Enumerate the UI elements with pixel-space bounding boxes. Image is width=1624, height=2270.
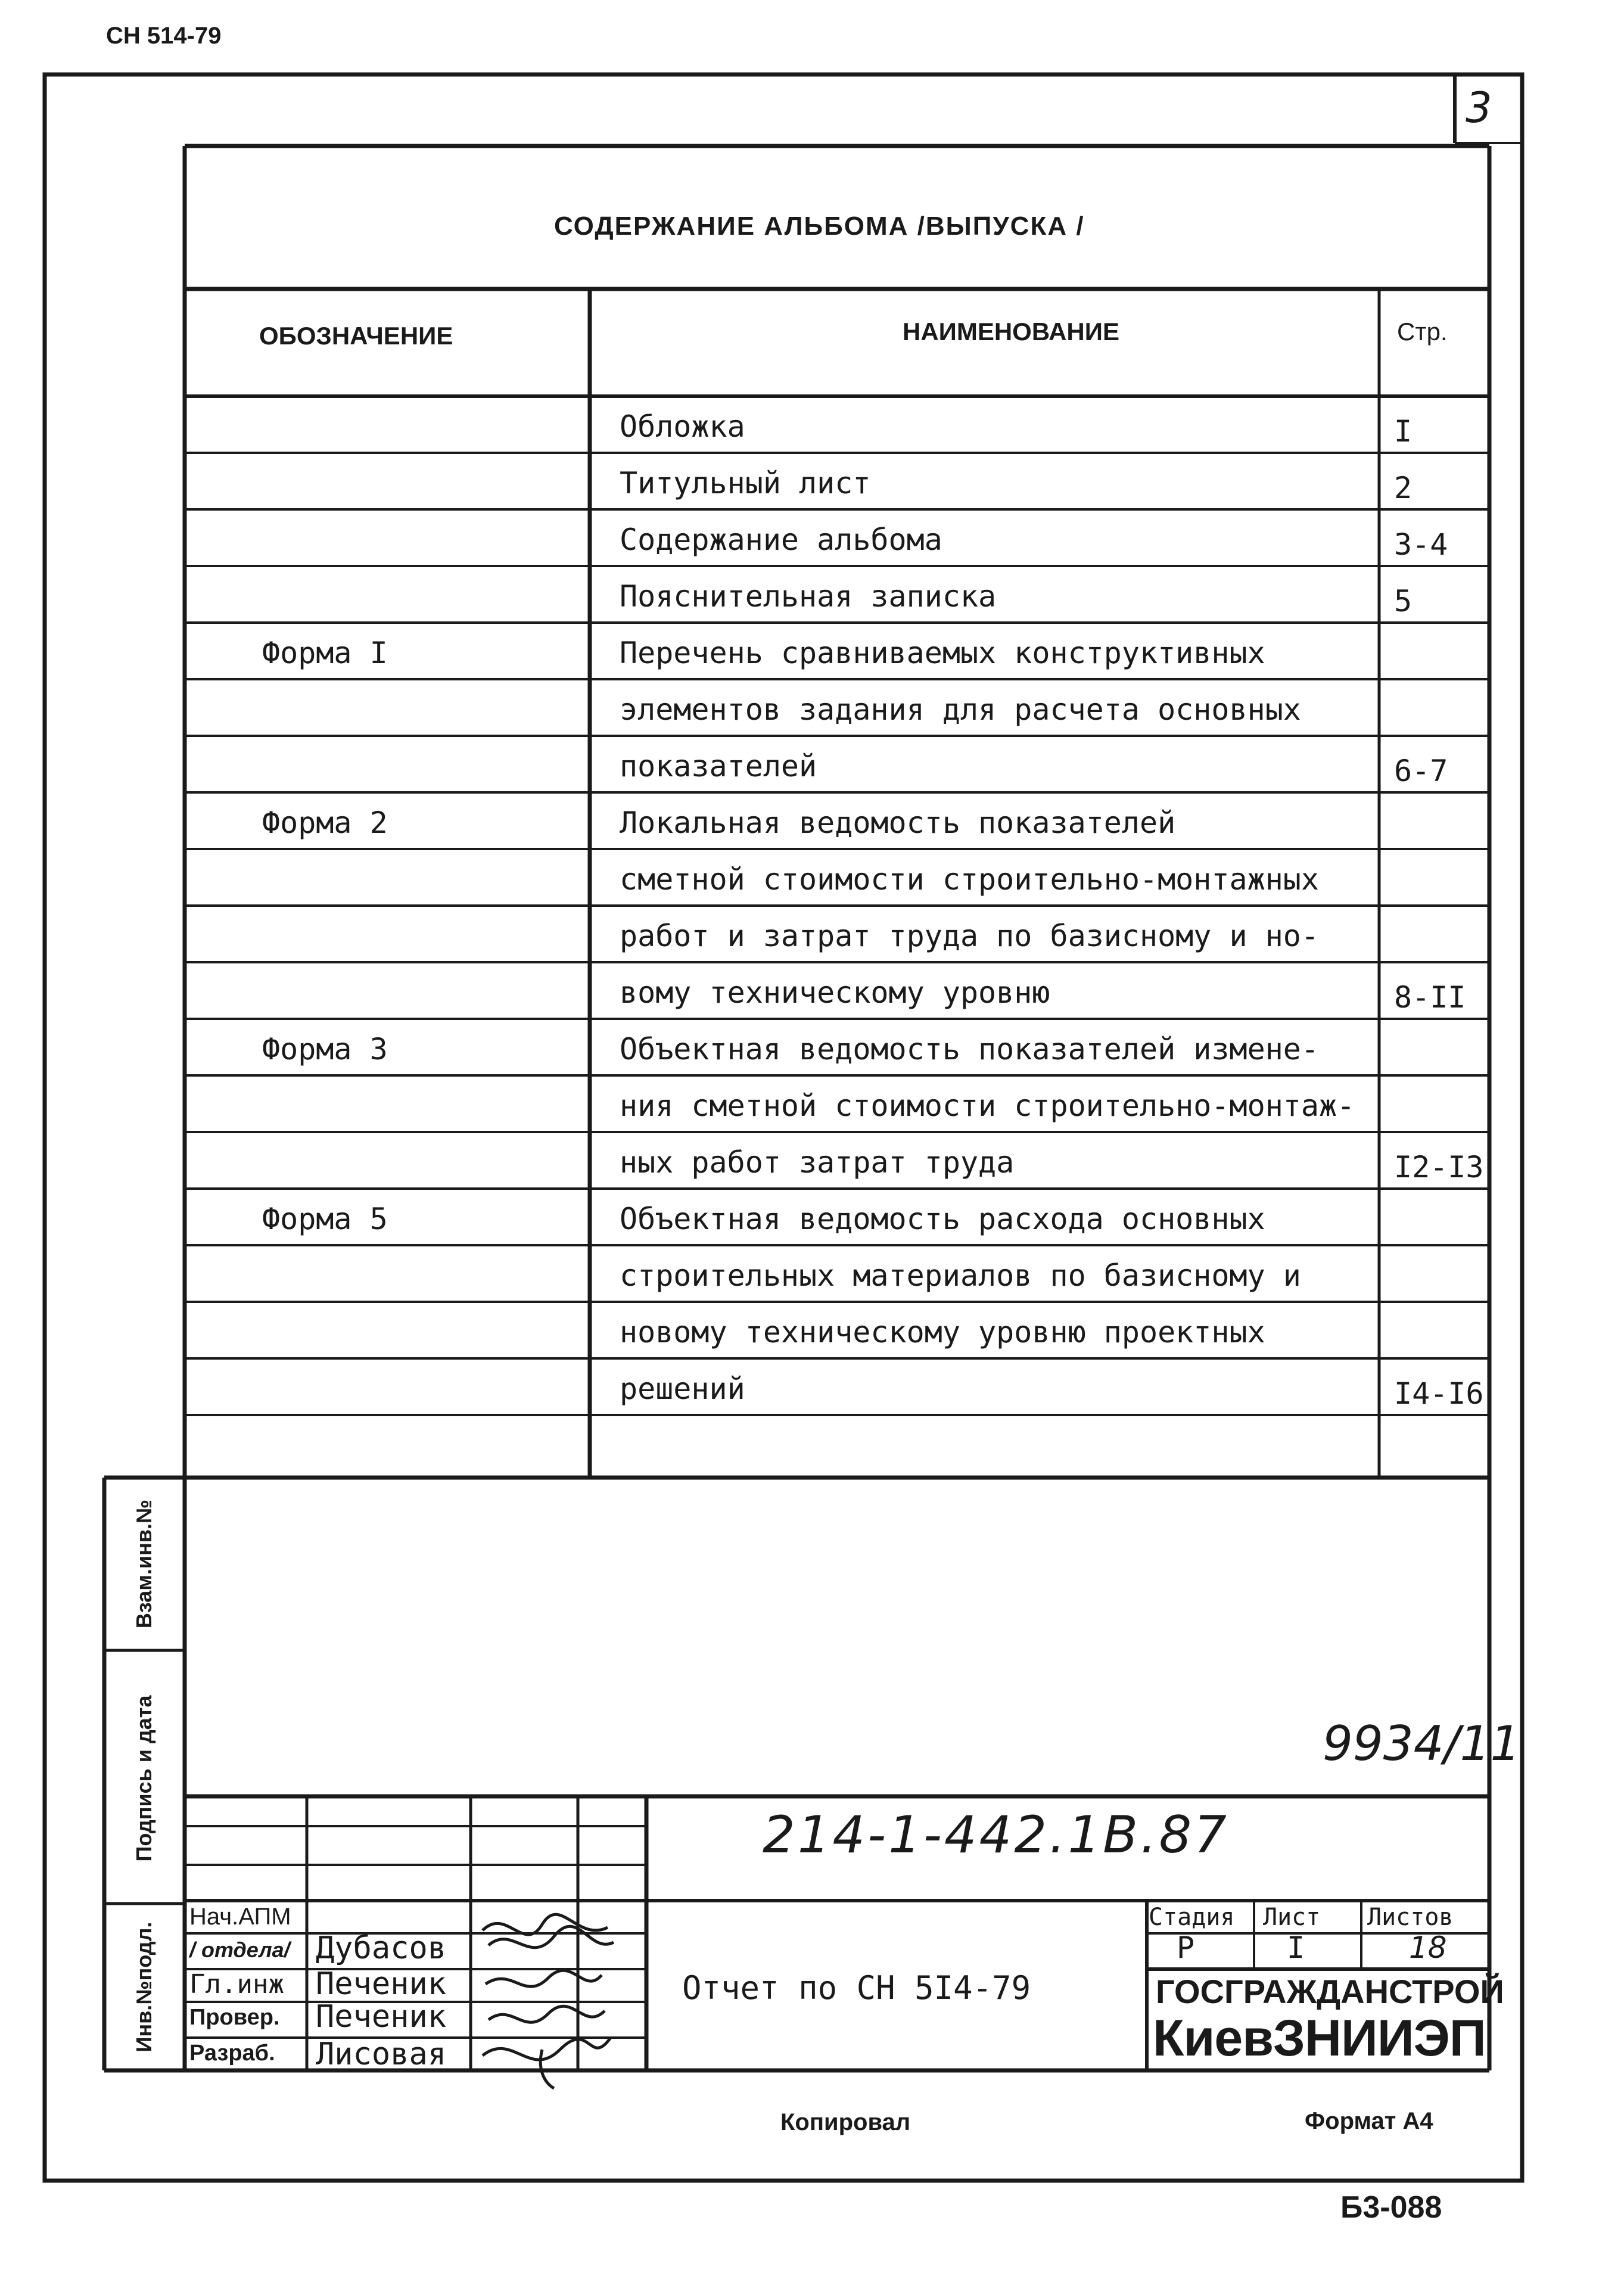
signature-2: [486, 1970, 602, 1986]
row-name: ных работ затрат труда: [620, 1145, 1015, 1180]
signature-marks: [471, 1901, 626, 2091]
row-name: Локальная ведомость показателей: [620, 806, 1176, 840]
footer-copied: Копировал: [780, 2109, 911, 2135]
stamp-stage-label: Стадия: [1149, 1904, 1235, 1931]
row-name: работ и затрат труда по базисному и но-: [620, 919, 1319, 953]
row-name: Титульный лист: [620, 466, 871, 500]
stamp-name-dubasov: Дубасов: [316, 1930, 447, 1966]
column-header-name: НАИМЕНОВАНИЕ: [903, 318, 1119, 346]
row-page: I2-I3: [1394, 1150, 1484, 1184]
row-page: I: [1394, 414, 1413, 449]
stamp-role-prover: Провер.: [189, 2005, 280, 2030]
stamp-sheet-label: Лист: [1263, 1904, 1321, 1931]
row-page: 3-4: [1394, 527, 1448, 562]
side-label-inv: Инв.№подл.: [132, 1921, 156, 2053]
stamp-name-pechenik-1: Печеник: [316, 1966, 447, 2002]
stamp-role-otdela: / отдела/: [189, 1938, 290, 1962]
footer-code: Б3-088: [1340, 2190, 1442, 2225]
stamp-sheets-value: 18: [1409, 1930, 1447, 1965]
stamp-role-razrab: Разраб.: [189, 2041, 275, 2066]
row-name: показателей: [620, 749, 817, 783]
row-name: строительных материалов по базисному и: [620, 1258, 1301, 1293]
page-title: СОДЕРЖАНИЕ АЛЬБОМА /ВЫПУСКА /: [554, 212, 1085, 241]
doc-code-top: СН 514-79: [106, 23, 222, 49]
row-name: сметной стоимости строительно-монтажных: [620, 862, 1319, 897]
footer-format: Формат А4: [1305, 2108, 1433, 2134]
signature-3: [489, 2006, 605, 2022]
row-name: Перечень сравниваемых конструктивных: [620, 636, 1265, 670]
row-name: вому техническому уровню: [620, 975, 1050, 1010]
stamp-stage-value: Р: [1177, 1930, 1195, 1965]
stamp-org-line1: ГОСГРАЖДАНСТРОЙ: [1156, 1973, 1504, 2010]
side-label-podpis: Подпись и дата: [132, 1695, 156, 1862]
row-name: ния сметной стоимости строительно-монтаж-: [620, 1089, 1355, 1123]
row-name: решений: [620, 1372, 745, 1406]
stamp-doc-number: 214-1-442.1В.87: [763, 1805, 1229, 1865]
side-label-vzam: Взам.инв.№: [132, 1499, 156, 1629]
row-designation: Форма 3: [262, 1032, 388, 1066]
row-name: Объектная ведомость расхода основных: [620, 1202, 1265, 1236]
row-name: новому техническому уровню проектных: [620, 1315, 1265, 1349]
stamp-sheet-value: I: [1287, 1930, 1305, 1965]
inventory-number: 9934/11: [1323, 1716, 1521, 1771]
row-name: элементов задания для расчета основных: [620, 692, 1301, 727]
row-name: Содержание альбома: [620, 523, 942, 557]
page-number: 3: [1466, 83, 1492, 132]
row-page: 6-7: [1394, 754, 1448, 788]
row-designation: Форма 5: [262, 1202, 388, 1236]
row-page: 5: [1394, 584, 1413, 618]
signature-1: [483, 1914, 608, 1935]
row-page: 2: [1394, 471, 1413, 505]
stamp-role-nach: Нач.АПМ: [189, 1904, 291, 1930]
row-name: Обложка: [620, 409, 745, 444]
row-designation: Форма I: [262, 636, 388, 670]
stamp-sheets-label: Листов: [1367, 1904, 1454, 1931]
row-designation: Форма 2: [262, 806, 388, 840]
stamp-name-pechenik-2: Печеник: [316, 1999, 447, 2035]
stamp-report-title: Отчет по СН 5I4-79: [682, 1969, 1031, 2007]
stamp-role-glinzh: Гл.инж: [189, 1969, 284, 2000]
signature-4: [483, 2038, 611, 2060]
row-page: 8-II: [1394, 980, 1466, 1015]
column-header-page: Стр.: [1397, 318, 1448, 346]
column-header-designation: ОБОЗНАЧЕНИЕ: [259, 322, 453, 350]
row-page: I4-I6: [1394, 1376, 1484, 1411]
row-name: Объектная ведомость показателей измене-: [620, 1032, 1319, 1066]
row-name: Пояснительная записка: [620, 579, 997, 614]
stamp-name-lisovaya: Лисовая: [316, 2036, 447, 2072]
stamp-org-line2: КиевЗНИИЭП: [1153, 2010, 1486, 2067]
